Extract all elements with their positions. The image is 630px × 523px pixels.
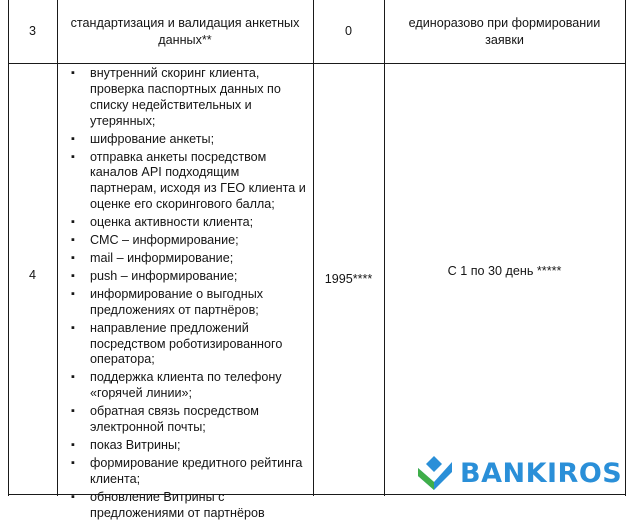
bullet-icon: ▪ (71, 405, 75, 418)
description-line: стандартизация и валидация анкетных (70, 16, 300, 30)
column-divider-3 (384, 0, 385, 496)
list-item-line: обратная связь посредством (90, 404, 259, 419)
list-item-line: внутренний скоринг клиента, (90, 66, 260, 80)
bullet-icon: ▪ (71, 132, 75, 145)
term-text: С 1 по 30 день ***** (447, 264, 562, 278)
list-item (64, 233, 314, 249)
bullet-icon: ▪ (71, 216, 75, 229)
list-item-line: шифрование анкеты; (90, 131, 215, 146)
list-item-line: утерянных; (90, 113, 156, 128)
bullet-icon: ▪ (71, 438, 75, 451)
list-item-line: проверка паспортных данных по (90, 81, 281, 96)
bullet-icon: ▪ (71, 321, 75, 334)
list-item (64, 66, 314, 130)
list-item-line: списку недействительных и (90, 97, 252, 112)
list-item-line: СМС – информирование; (90, 233, 239, 248)
list-item (64, 321, 314, 369)
bullet-icon: ▪ (71, 67, 75, 79)
list-item-line: оценке его скорингового балла; (90, 197, 275, 212)
list-item-line: показ Витрины; (90, 437, 181, 452)
list-item (64, 251, 314, 267)
table-border-right (625, 0, 626, 496)
service-items-list (64, 66, 314, 523)
list-item-line: поддержка клиента по телефону (90, 370, 282, 385)
list-item-line: предложениями от партнёров (90, 505, 265, 520)
list-item-line: оператора; (90, 352, 155, 367)
term-line: единоразово при формировании (408, 16, 601, 30)
list-item (64, 404, 314, 436)
service-price (313, 271, 384, 288)
list-item-line: информирование о выгодных (90, 286, 264, 301)
list-item-line: mail – информирование; (90, 250, 234, 265)
list-item (64, 215, 314, 231)
service-description (57, 15, 313, 48)
list-item-line: оценка активности клиента; (90, 215, 254, 230)
list-item-line: отправка анкеты посредством (90, 149, 267, 164)
bullet-icon: ▪ (71, 234, 75, 247)
list-item-line: push – информирование; (90, 268, 238, 283)
bullet-icon: ▪ (71, 269, 75, 282)
list-item (64, 490, 314, 522)
list-item-line: клиента; (90, 471, 141, 486)
row-number-text: 3 (28, 24, 36, 38)
bankiros-watermark (414, 456, 624, 490)
row-number (8, 267, 57, 284)
service-price (313, 23, 384, 40)
price-text: 0 (344, 24, 352, 38)
bullet-icon: ▪ (71, 371, 75, 384)
bullet-icon: ▪ (71, 456, 75, 469)
bullet-icon: ▪ (71, 251, 75, 264)
list-item-line: обновление Витрины с (90, 489, 225, 504)
bullet-icon: ▪ (71, 150, 75, 163)
list-item-line: направление предложений (90, 320, 249, 335)
row-number (8, 23, 57, 40)
list-item-line: предложениях от партнёров; (90, 302, 259, 317)
bullet-icon: ▪ (71, 490, 75, 503)
list-item-line: «горячей линии»; (90, 386, 193, 401)
brand-name: BANKIROS (460, 458, 623, 489)
list-item (64, 287, 314, 319)
bullet-icon: ▪ (71, 287, 75, 300)
bankiros-logo-icon (414, 456, 456, 490)
list-item-line: каналов API подходящим (90, 165, 240, 180)
table-border-left (8, 0, 9, 496)
row-divider (8, 63, 626, 64)
list-item (64, 456, 314, 488)
row-number-text: 4 (28, 268, 36, 282)
list-item (64, 132, 314, 148)
term-line: заявки (485, 32, 524, 47)
list-item (64, 150, 314, 214)
list-item (64, 370, 314, 402)
price-text: 1995**** (324, 272, 373, 286)
service-term (384, 15, 625, 48)
list-item-line: партнерам, исходя из ГЕО клиента и (90, 181, 306, 196)
list-item-line: посредством роботизированного (90, 336, 283, 351)
service-term (384, 263, 625, 280)
description-line: данных** (158, 32, 212, 47)
list-item (64, 269, 314, 285)
list-item-line: электронной почты; (90, 420, 206, 435)
list-item-line: формирование кредитного рейтинга (90, 455, 303, 470)
list-item (64, 438, 314, 454)
column-divider-1 (57, 0, 58, 496)
